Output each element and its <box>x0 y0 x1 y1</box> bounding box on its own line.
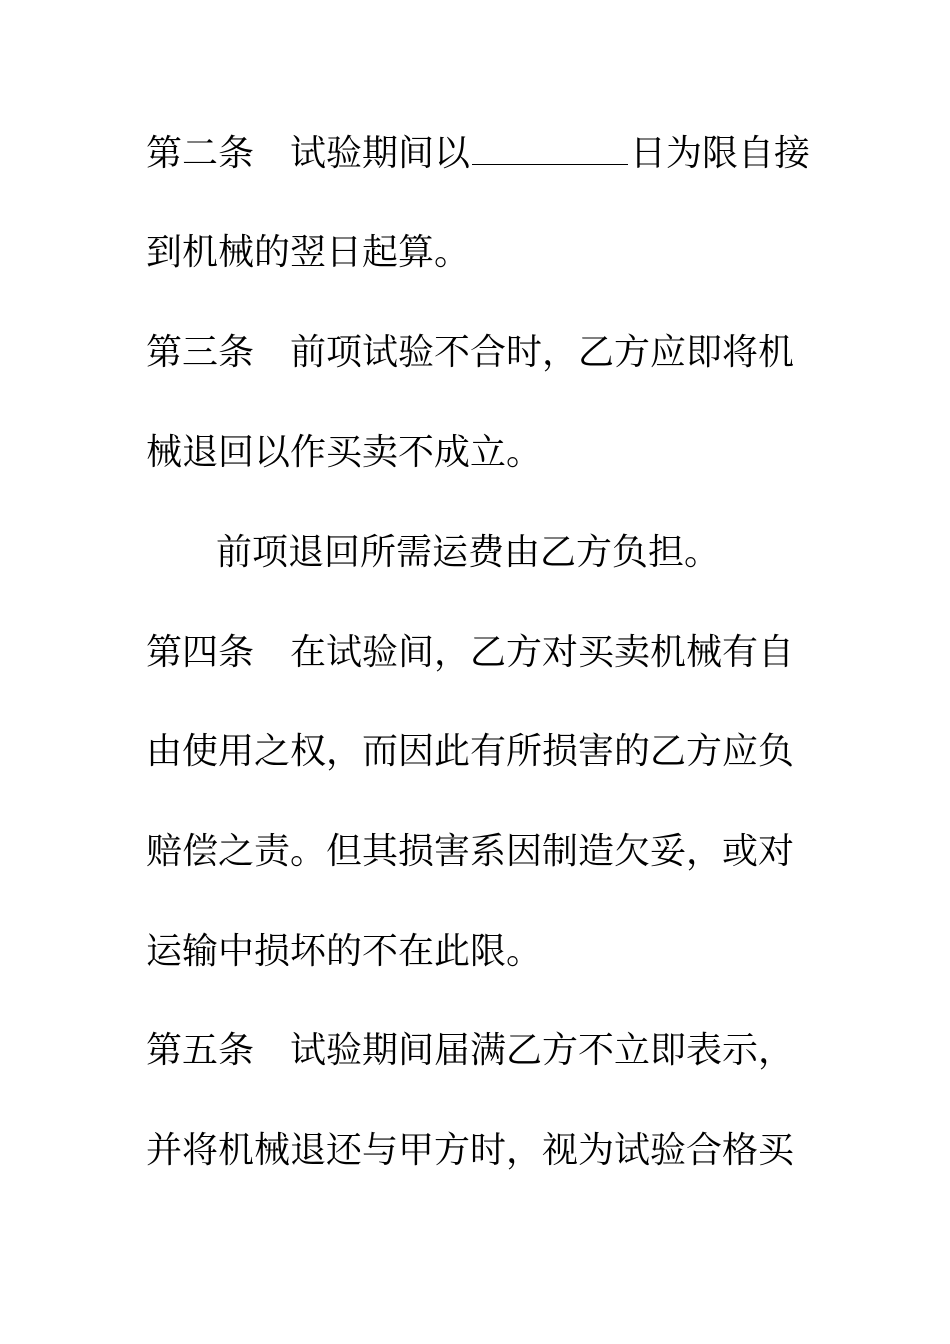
article-2-text-a: 试验期间以 <box>290 133 471 174</box>
article-5-line-1 <box>146 1031 794 1071</box>
article-2-line-1 <box>146 134 810 174</box>
article-5-heading: 第五条 <box>146 1030 255 1071</box>
article-4-text-a: 在试验间，乙方对买卖机械有自 <box>290 632 795 673</box>
article-4-line-4: 运输中损坏的不在此限。 <box>146 931 543 972</box>
article-4-line-1 <box>146 633 794 673</box>
article-3-line-2: 械退回以作买卖不成立。 <box>146 432 543 473</box>
article-4-line-2: 由使用之权，而因此有所损害的乙方应负 <box>146 731 795 772</box>
article-5-line-2: 并将机械退还与甲方时，视为试验合格买 <box>146 1130 795 1171</box>
article-5-text-a: 试验期间届满乙方不立即表示， <box>290 1030 795 1071</box>
article-4-line-3: 赔偿之责。但其损害系因制造欠妥，或对 <box>146 831 795 872</box>
article-3-line-3: 前项退回所需运费由乙方负担。 <box>216 532 721 573</box>
article-4-heading: 第四条 <box>146 632 255 673</box>
article-3-text-a: 前项试验不合时，乙方应即将机 <box>290 332 795 373</box>
article-2-text-b: 日为限自接 <box>630 133 811 174</box>
article-2-heading: 第二条 <box>146 133 255 174</box>
article-3-heading: 第三条 <box>146 332 255 373</box>
fill-in-blank-days[interactable] <box>472 134 628 165</box>
article-3-line-1 <box>146 333 794 373</box>
article-2-line-2: 到机械的翌日起算。 <box>146 232 471 273</box>
